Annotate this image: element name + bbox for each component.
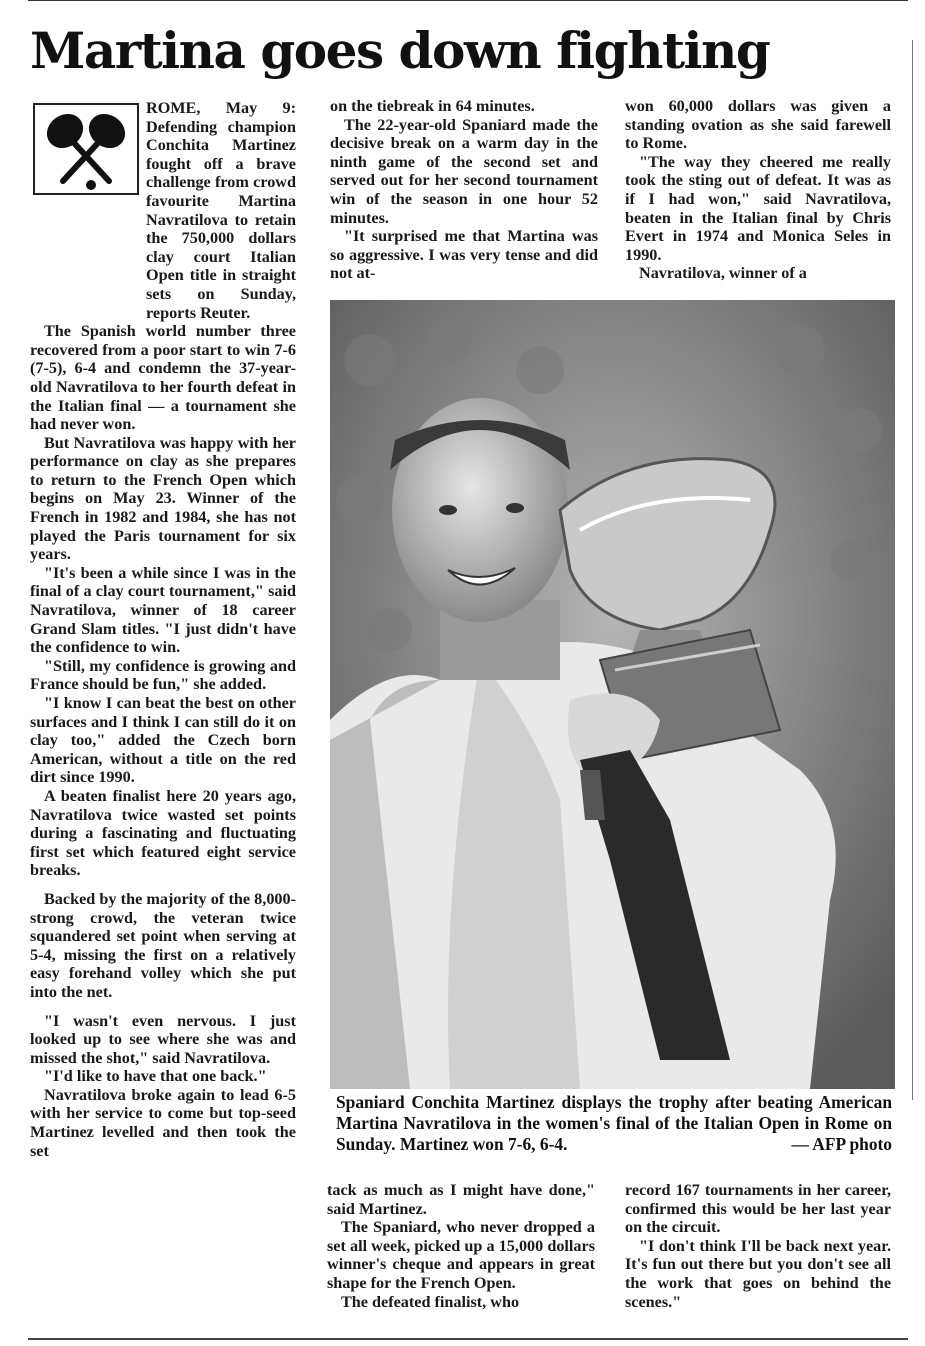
col1-para-2: The Spanish world number three recovered from a poor start to win 7-6 (7-5), 6-4 and condemn the 37-year-old Navratilova to her fourth defeat in the Italian final — a tournament she had never won. xyxy=(30,322,296,434)
col1-para-6: "I know I can beat the best on other surfaces and I think I can still do it on clay too," added the Czech born American, without a title on the red dirt since 1990. xyxy=(30,694,296,787)
col1-para-7: A beaten finalist here 20 years ago, Navratilova twice wasted set points during a fascinating and fluctuating first set which featured eight service breaks. xyxy=(30,786,296,880)
col1-para-8: Backed by the majority of the 8,000-strong crowd, the veteran twice squandered set point when serving at 5-4, missing the first on a relatively easy forehand volley which she put into the net. xyxy=(30,889,296,1001)
news-photo xyxy=(330,300,895,1089)
col1-para-3: But Navratilova was happy with her performance on clay as she prepares to return to the French Open which begins on May 23. Winner of the French in 1982 and 1984, she has not played the Paris tournament for six years. xyxy=(30,433,296,564)
photo-credit: — AFP photo xyxy=(791,1134,892,1154)
col1-para-4: "It's been a while since I was in the final of a clay court tournament," said Navratilova, winner of 18 career Grand Slam titles. "I just didn't have the confidence to win. xyxy=(30,563,296,657)
column-3-top xyxy=(625,97,891,283)
col1-para-11: Navratilova broke again to lead 6-5 with her service to come but top-seed Martinez levelled and then took the set xyxy=(30,1085,296,1160)
col3-top-para-2: "The way they cheered me really took the sting out of defeat. It was as if I had won," said Navratilova, beaten in the Italian final by Chris Evert in 1974 and Monica Seles in 1990. xyxy=(625,152,891,264)
column-rule xyxy=(912,40,913,1100)
headline: Martina goes down fighting xyxy=(30,21,770,80)
photo-caption xyxy=(336,1092,892,1155)
col1-para-5: "Still, my confidence is growing and France should be fun," she added. xyxy=(30,656,296,694)
col2-bottom-para-1: tack as much as I might have done," said Martinez. xyxy=(327,1181,595,1218)
col3-top-para-1: won 60,000 dollars was given a standing ovation as she said farewell to Rome. xyxy=(625,97,891,153)
col2-top-para-1: on the tiebreak in 64 minutes. xyxy=(330,97,535,115)
col2-bottom-para-2: The Spaniard, who never dropped a set all week, picked up a 15,000 dollars winner's cheque and appears in great shape for the French Open. xyxy=(327,1218,595,1292)
top-rule xyxy=(28,0,908,1)
column-3-bottom xyxy=(625,1181,891,1311)
col2-top-para-3: "It surprised me that Martina was so aggressive. I was very tense and did not at- xyxy=(330,227,598,283)
col1-para-1: ROME, May 9: Defending champion Conchita Martinez fought off a brave challenge from crowd favourite Martina Navratilova to retain the 750,000 dollars clay court Italian Open title in straight sets on Sunday, reports Reuter. xyxy=(146,99,296,322)
column-1 xyxy=(30,99,296,1160)
column-2-bottom xyxy=(327,1181,595,1311)
col2-bottom-para-3: The defeated finalist, who xyxy=(341,1292,520,1311)
caption-text: Spaniard Conchita Martinez displays the trophy after beating American Martina Navratilova in the women's final of the Italian Open in Rome on Sunday. Martinez won 7-6, 6-4. xyxy=(336,1092,892,1154)
col1-para-9: "I wasn't even nervous. I just looked up to see where she was and missed the shot," said Navratilova. xyxy=(30,1011,296,1067)
column-2-top xyxy=(330,97,598,283)
col2-top-para-2: The 22-year-old Spaniard made the decisive break on a warm day in the ninth game of the second set and served out for her second tournament win of the season in one hour 52 minutes. xyxy=(330,115,598,227)
col3-bottom-para-1: record 167 tournaments in her career, confirmed this would be her last year on the circuit. xyxy=(625,1181,891,1237)
bottom-rule xyxy=(28,1338,908,1340)
col3-top-para-3: Navratilova, winner of a xyxy=(639,264,807,283)
col3-bottom-para-2: "I don't think I'll be back next year. It's fun out there but you don't see all the work that goes on behind the scenes." xyxy=(625,1236,891,1311)
col1-para-10: "I'd like to have that one back." xyxy=(44,1067,267,1086)
